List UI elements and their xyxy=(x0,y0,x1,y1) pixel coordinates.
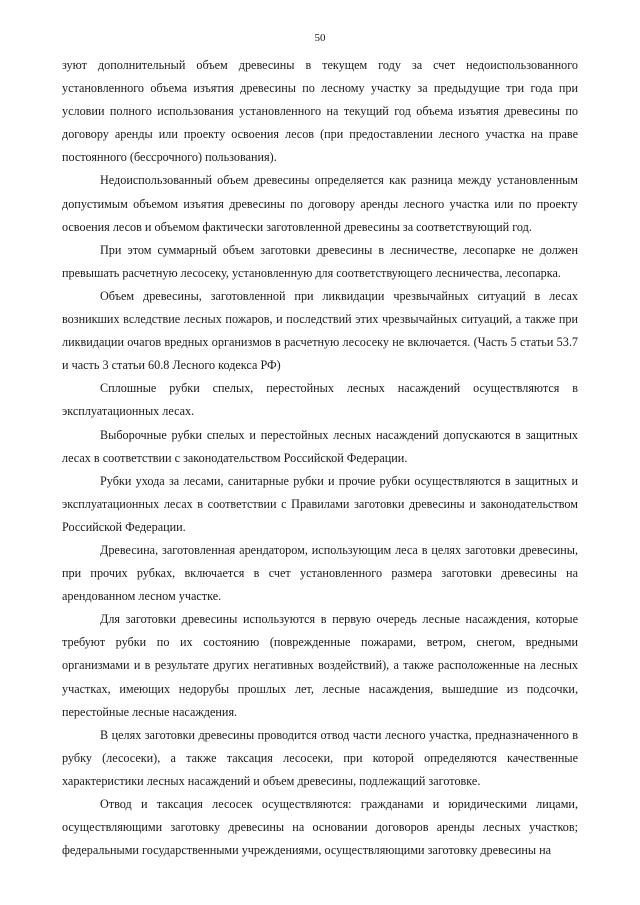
paragraph-selective-cutting: Выборочные рубки спелых и перестойных лесных насаждений допускаются в защитных лесах в соответствии с законодательством Российской Федерации. xyxy=(62,427,578,465)
paragraph-total-volume: При этом суммарный объем заготовки древесины в лесничестве, лесопарке не должен превышать расчетную лесосеку, установленную для соответствующего лесничества, лесопарка. xyxy=(62,242,578,280)
paragraph-unused-volume: Недоиспользованный объем древесины определяется как разница между установленным допустимым объемом изъятия древесины по договору аренды лесного участка или по проекту освоения лесов и объемом фактически заготовленной древесины за соответствующий год. xyxy=(62,173,578,234)
paragraph-care-cutting: Рубки ухода за лесами, санитарные рубки и прочие рубки осуществляются в защитных и эксплуатационных лесах в соответствии с Правилами заготовки древесины и законодательством Российской Федерации. xyxy=(62,473,578,534)
paragraph-taxation: Отвод и таксация лесосек осуществляются: гражданами и юридическими лицами, осуществляющими заготовку древесины на основании договоров аренды лесных участков; федеральными государственными учреждениями, осуществляющими заготовку древесины на xyxy=(62,797,578,858)
paragraph-continuation: зуют дополнительный объем древесины в текущем году за счет недоиспользованного установленного объема изъятия древесины по лесному участку за предыдущие три года при условии полного использования установленного на текущий год объема изъятия древесины по договору аренды или проекту освоения лесов (при предоставлении лесного участка на праве постоянного (бессрочного) пользования). xyxy=(62,58,578,165)
paragraph-allocation: В целях заготовки древесины проводится отвод части лесного участка, предназначенного в рубку (лесосеки), а также таксация лесосеки, при которой определяются качественные характеристики лесных насаждений и объем древесины, подлежащий заготовке. xyxy=(62,727,578,788)
page-number: 50 xyxy=(314,32,326,44)
paragraph-emergency-volume: Объем древесины, заготовленной при ликвидации чрезвычайных ситуаций в лесах возникших вследствие лесных пожаров, и последствий этих чрезвычайных ситуаций, а также при ликвидации очагов вредных организмов в расчетную лесосеку не включается. (Часть 5 статьи 53.7 и часть 3 статьи 60.8 Лесного кодекса РФ) xyxy=(62,288,578,373)
document-body xyxy=(62,54,578,862)
paragraph-tenant-wood: Древесина, заготовленная арендатором, использующим леса в целях заготовки древесины, при прочих рубках, включается в счет установленного размера заготовки древесины на арендованном лесном участке. xyxy=(62,542,578,604)
paragraph-priority-stands: Для заготовки древесины используются в первую очередь лесные насаждения, которые требуют рубки по их состоянию (поврежденные пожарами, ветром, снегом, вредными организмами и в результате других негативных воздействий), а также расположенные на лесных участках, имеющих недорубы прошлых лет, лесные насаждения, вышедшие из подсочки, перестойные лесные насаждения. xyxy=(62,612,578,719)
paragraph-clear-cutting: Сплошные рубки спелых, перестойных лесных насаждений осуществляются в эксплуатационных лесах. xyxy=(62,381,578,419)
